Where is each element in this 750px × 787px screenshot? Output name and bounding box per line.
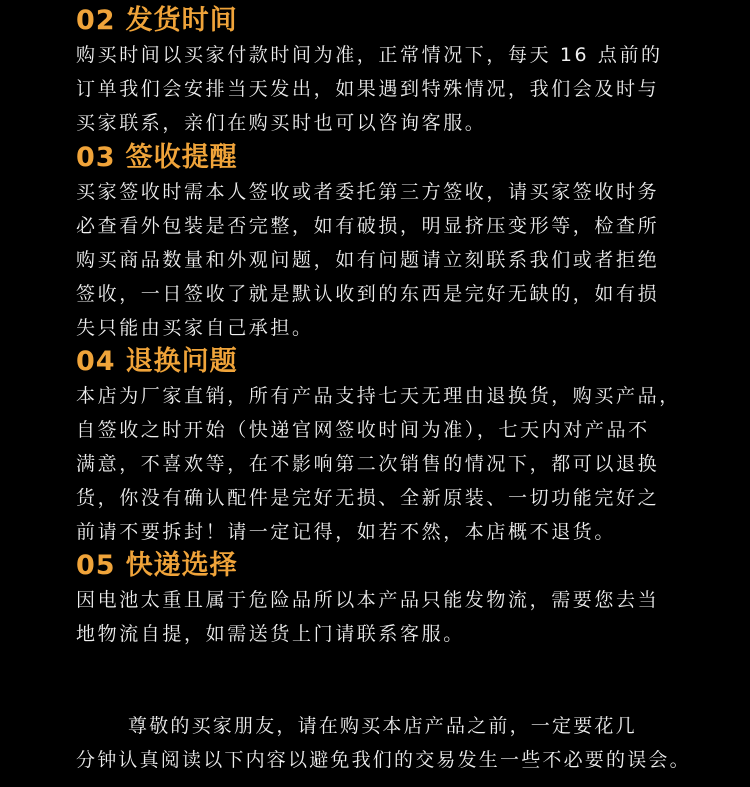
- paragraph-line: 必查看外包装是否完整，如有破损，明显挤压变形等，检查所: [76, 215, 660, 237]
- paragraph-line: 因电池太重且属于危险品所以本产品只能发物流，需要您去当: [76, 589, 660, 611]
- paragraph-line: 买家签收时需本人签收或者委托第三方签收，请买家签收时务: [76, 181, 660, 203]
- notice-line: 分钟认真阅读以下内容以避免我们的交易发生一些不必要的误会。: [76, 749, 691, 771]
- section-number: 04: [76, 346, 116, 377]
- section-return-exchange: [76, 345, 696, 549]
- section-number: 03: [76, 142, 116, 173]
- paragraph-line: 购买时间以买家付款时间为准，正常情况下，每天 16 点前的: [76, 44, 663, 66]
- paragraph-line: 买家联系，亲们在购买时也可以咨询客服。: [76, 112, 487, 134]
- paragraph-line: 购买商品数量和外观问题，如有问题请立刻联系我们或者拒绝: [76, 249, 660, 271]
- paragraph-line: 签收，一日签收了就是默认收到的东西是完好无缺的，如有损: [76, 283, 660, 305]
- section-number: 02: [76, 5, 116, 36]
- section-heading: [76, 345, 696, 379]
- section-shipping-time: [76, 4, 696, 140]
- notice-line: 尊敬的买家朋友，请在购买本店产品之前，一定要花几: [128, 715, 637, 737]
- paragraph-line: 满意，不喜欢等，在不影响第二次销售的情况下，都可以退换: [76, 453, 660, 475]
- section-heading: [76, 141, 696, 175]
- section-title: 快递选择: [125, 550, 238, 581]
- paragraph-line: 失只能由买家自己承担。: [76, 317, 314, 339]
- paragraph-line: 本店为厂家直销，所有产品支持七天无理由退换货，购买产品，: [76, 385, 681, 407]
- paragraph-line: 自签收之时开始（快递官网签收时间为准），七天内对产品不: [76, 419, 650, 441]
- section-heading: [76, 549, 696, 583]
- paragraph-line: 地物流自提，如需送货上门请联系客服。: [76, 623, 465, 645]
- buyer-notice: [76, 709, 716, 777]
- section-number: 05: [76, 550, 116, 581]
- paragraph-line: 货，你没有确认配件是完好无损、全新原装、一切功能完好之: [76, 487, 660, 509]
- section-title: 发货时间: [125, 5, 238, 36]
- section-title: 签收提醒: [125, 142, 238, 173]
- section-courier-choice: [76, 549, 696, 651]
- section-title: 退换问题: [125, 346, 238, 377]
- section-heading: [76, 4, 696, 38]
- section-receipt-reminder: [76, 141, 696, 345]
- paragraph-line: 前请不要拆封！请一定记得，如若不然，本店概不退货。: [76, 521, 617, 543]
- paragraph-line: 订单我们会安排当天发出，如果遇到特殊情况，我们会及时与: [76, 78, 660, 100]
